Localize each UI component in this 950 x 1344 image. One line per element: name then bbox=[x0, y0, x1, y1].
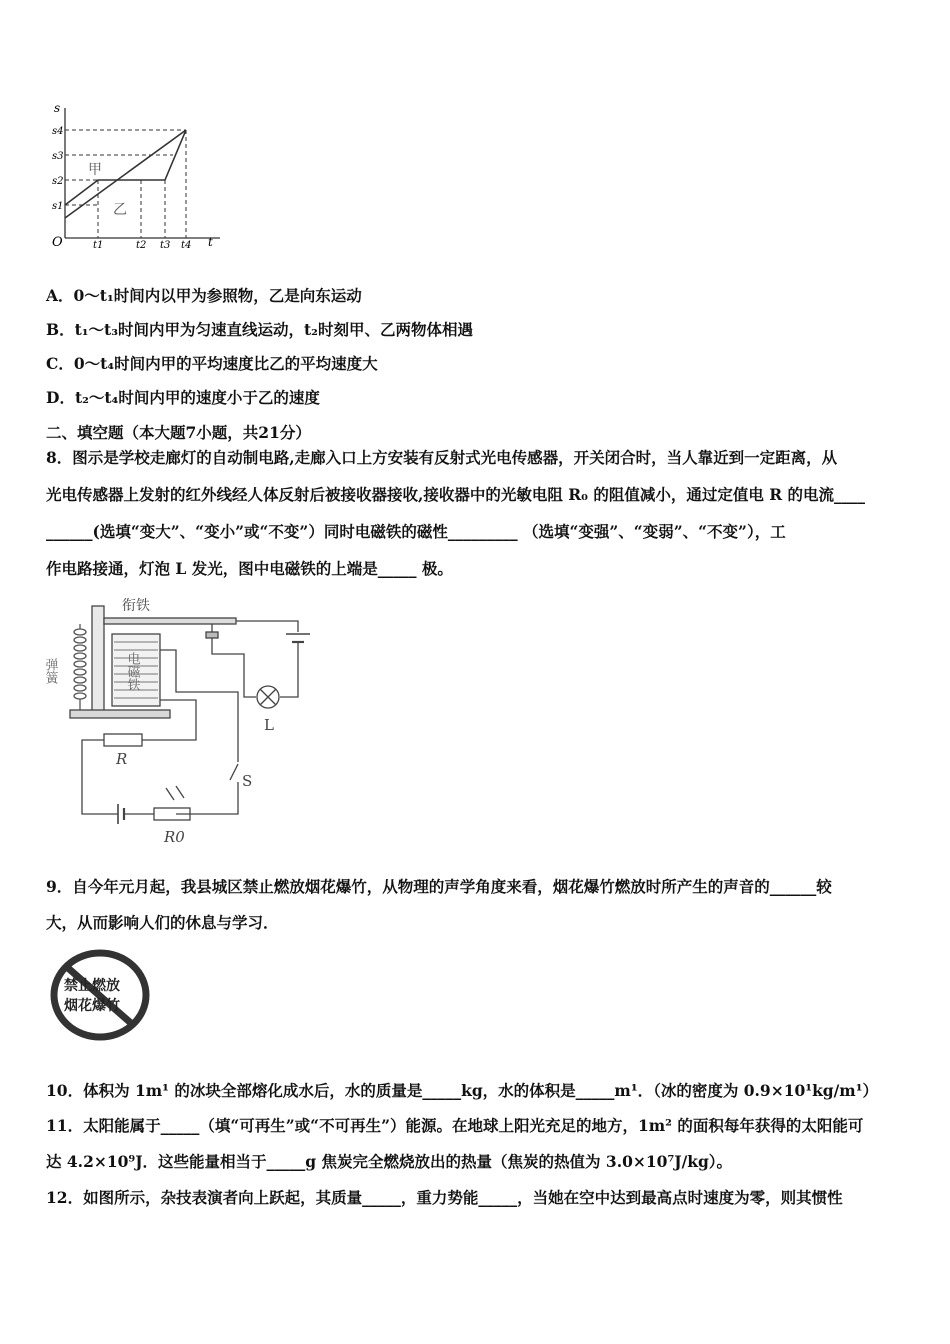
label-resistor: R bbox=[116, 750, 128, 768]
x-label-t: t bbox=[208, 235, 213, 249]
armature bbox=[104, 618, 236, 624]
x-label-t3: t3 bbox=[160, 240, 171, 251]
label-armature: 衔铁 bbox=[122, 598, 150, 614]
label-switch: S bbox=[242, 772, 253, 790]
q11-line-2: 达 4.2×10⁹J．这些能量相当于_____g 焦炭完全燃烧放出的热量（焦炭的热值为 3.0×10⁷J/kg）。 bbox=[46, 1152, 733, 1171]
option-d: D．t₂～t₄时间内甲的速度小于乙的速度 bbox=[46, 388, 320, 407]
x-label-t1: t1 bbox=[93, 240, 104, 251]
spring bbox=[74, 624, 86, 710]
s-t-graph bbox=[48, 100, 228, 250]
label-lamp: L bbox=[264, 716, 274, 734]
q8-line-2: 光电传感器上发射的红外线经人体反射后被接收器接收,接收器中的光敏电阻 R₀ 的阻值减小，通过定值电 R 的电流____ bbox=[46, 485, 866, 504]
q9-line-2: 大，从而影响人们的休息与学习． bbox=[46, 913, 279, 932]
sign-text-1: 禁止燃放 bbox=[64, 978, 120, 994]
label-yi: 乙 bbox=[113, 202, 127, 218]
origin-label: O bbox=[52, 235, 63, 250]
x-label-t2: t2 bbox=[136, 240, 147, 251]
switch-blade bbox=[230, 764, 238, 780]
y-label-s: s bbox=[54, 101, 61, 115]
section-title: 二、填空题（本大题7小题，共21分） bbox=[46, 423, 311, 442]
frame-post bbox=[92, 606, 104, 716]
curve-jia bbox=[65, 130, 186, 205]
q8-line-1: 8．图示是学校走廊灯的自动制电路,走廊入口上方安装有反射式光电传感器，开关闭合时，当人靠近到一定距离，从 bbox=[46, 448, 838, 467]
q10-line: 10．体积为 1m¹ 的冰块全部熔化成水后，水的质量是_____kg，水的体积是_____m¹．（冰的密度为 0.9×10¹kg/m¹） bbox=[46, 1081, 878, 1100]
y-label-s4: s4 bbox=[52, 126, 64, 137]
option-c: C．0～t₄时间内甲的平均速度比乙的平均速度大 bbox=[46, 354, 378, 373]
label-spring: 弹簧 bbox=[42, 658, 58, 684]
option-a: A．0～t₁时间内以甲为参照物，乙是向东运动 bbox=[46, 286, 362, 305]
contact bbox=[206, 632, 218, 638]
y-label-s3: s3 bbox=[52, 151, 64, 162]
base-plate bbox=[70, 710, 170, 718]
no-fireworks-sign bbox=[50, 950, 150, 1040]
q8-line-3: ______(选填“变大”、“变小”或“不变”）同时电磁铁的磁性_________ （选填“变强”、“变弱”、“不变”），工 bbox=[46, 522, 786, 541]
circuit-diagram bbox=[42, 592, 338, 852]
option-b: B．t₁～t₃时间内甲为匀速直线运动，t₂时刻甲、乙两物体相遇 bbox=[46, 320, 473, 339]
resistor-r bbox=[104, 734, 142, 746]
x-label-t4: t4 bbox=[181, 240, 192, 251]
label-photoresistor: R0 bbox=[164, 828, 185, 846]
label-electromagnet: 电磁铁 bbox=[124, 652, 140, 691]
q11-line-1: 11．太阳能属于_____（填“可再生”或“不可再生”）能源。在地球上阳光充足的地方，1m² 的面积每年获得的太阳能可 bbox=[46, 1116, 864, 1135]
q8-line-4: 作电路接通，灯泡 L 发光，图中电磁铁的上端是_____ 极。 bbox=[46, 559, 453, 578]
q9-line-1: 9．自今年元月起，我县城区禁止燃放烟花爆竹，从物理的声学角度来看，烟花爆竹燃放时所产生的声音的______较 bbox=[46, 877, 832, 896]
label-jia: 甲 bbox=[88, 162, 102, 178]
y-label-s1: s1 bbox=[52, 201, 64, 212]
q12-line: 12．如图所示，杂技表演者向上跃起，其质量_____，重力势能_____，当她在空中达到最高点时速度为零，则其惯性 bbox=[46, 1188, 843, 1207]
sign-text-2: 烟花爆竹 bbox=[64, 998, 120, 1014]
y-label-s2: s2 bbox=[52, 176, 64, 187]
